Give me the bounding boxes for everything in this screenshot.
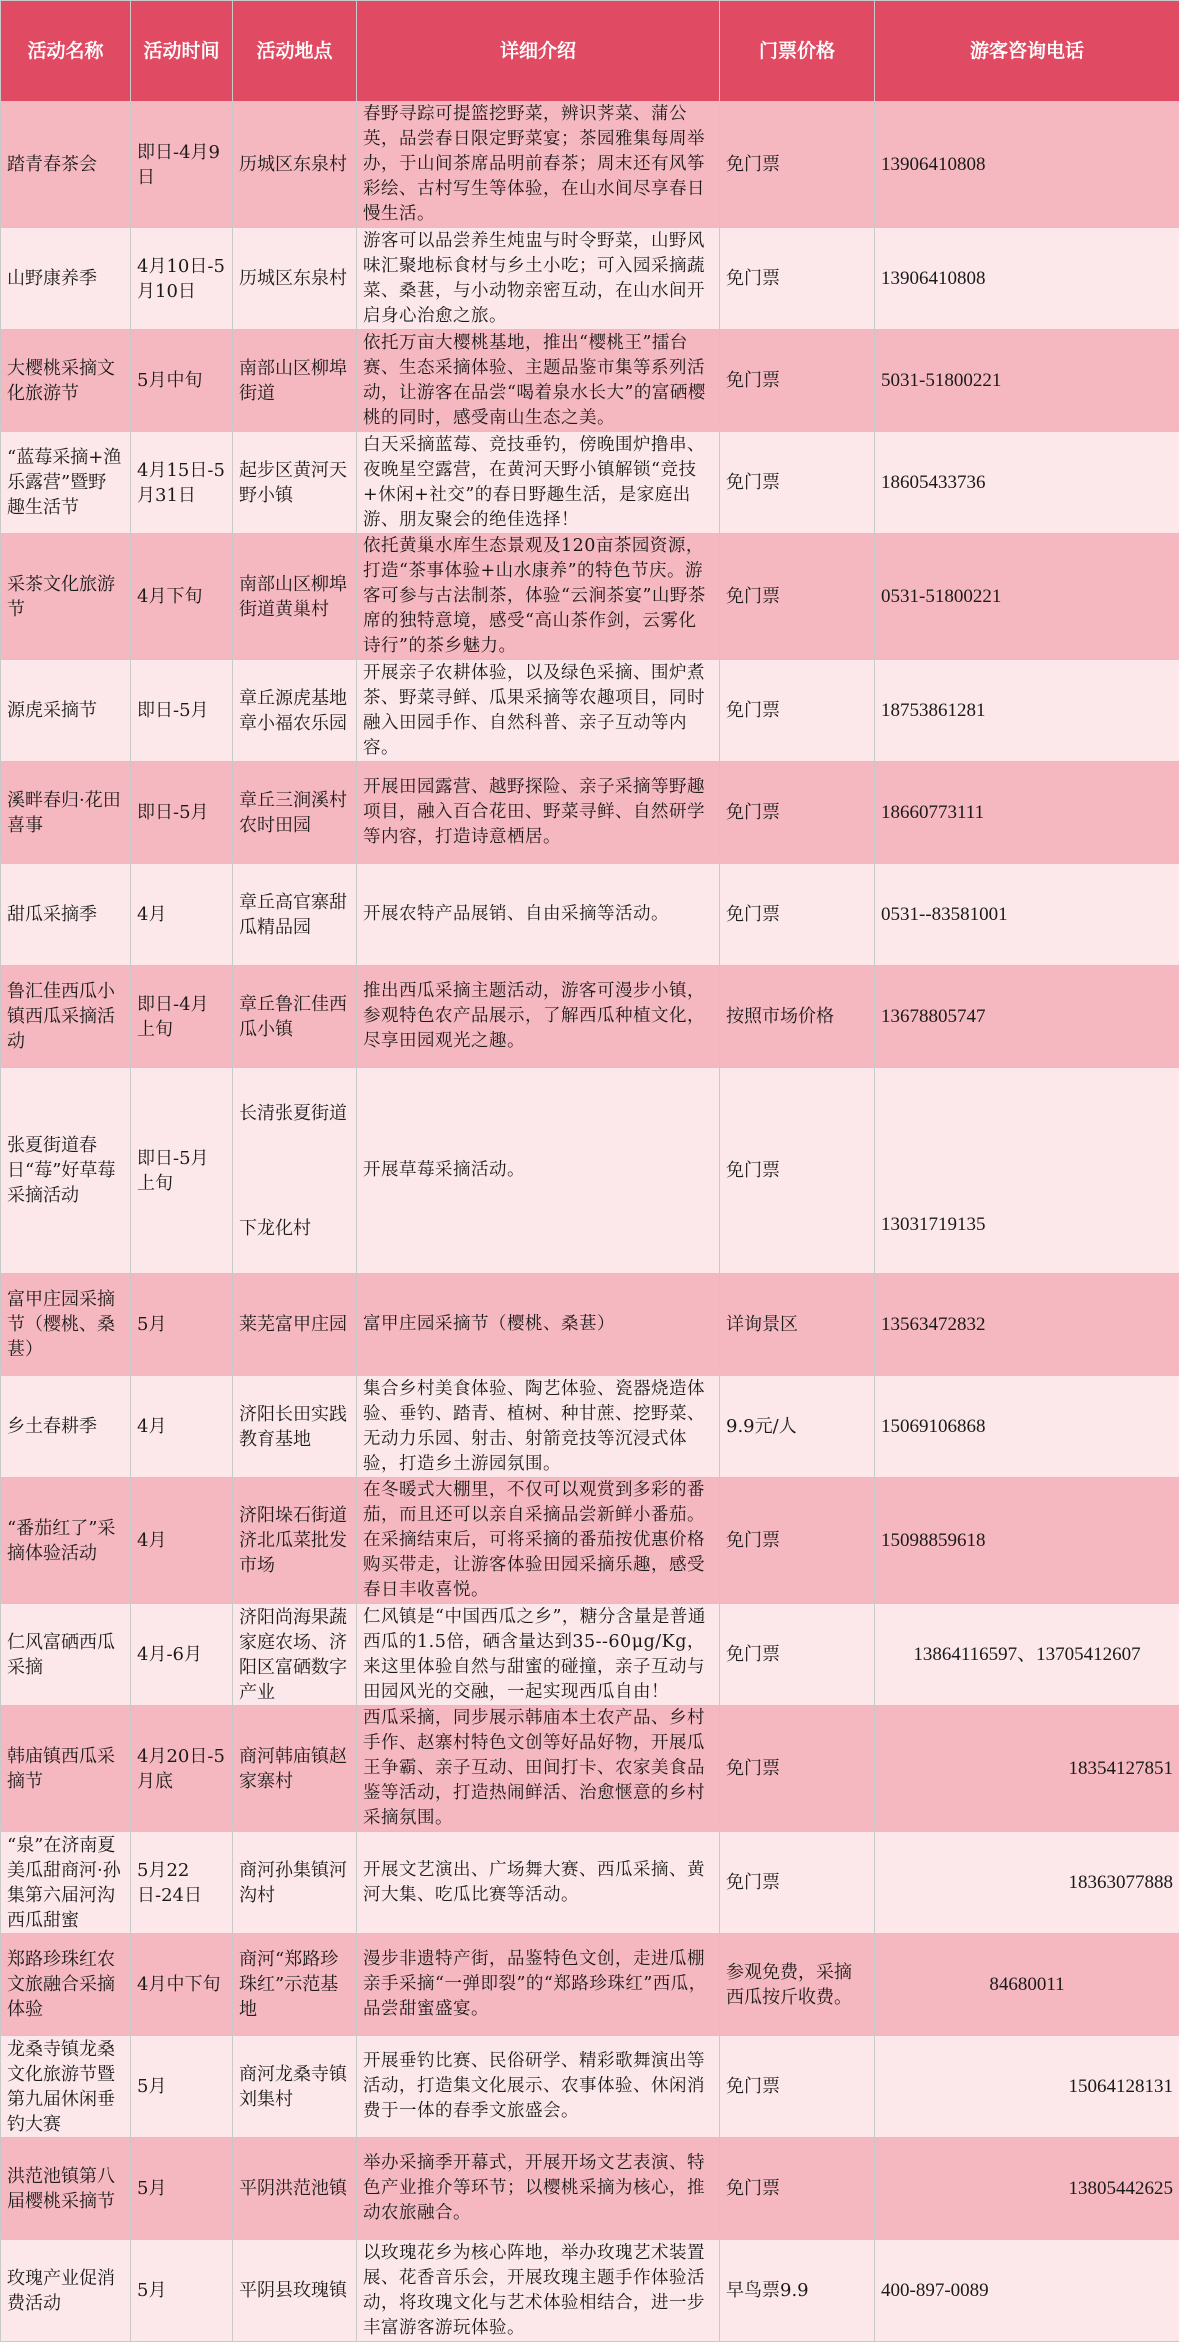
event-place: 商河龙桑寺镇刘集村 xyxy=(233,2036,357,2138)
event-time: 5月22日-24日 xyxy=(131,1832,233,1934)
event-name: 源虎采摘节 xyxy=(1,660,131,762)
event-time: 即日-5月 xyxy=(131,660,233,762)
event-phone: 13906410808 xyxy=(875,228,1179,330)
header-detail: 详细介绍 xyxy=(357,1,720,102)
event-price: 免门票 xyxy=(720,2036,875,2138)
event-detail: 在冬暖式大棚里，不仅可以观赏到多彩的番茄，而且还可以亲自采摘品尝新鲜小番茄。在采摘结束后，可将采摘的番茄按优惠价格购买带走，让游客体验田园采摘乐趣，感受春日丰收喜悦。 xyxy=(357,1478,720,1604)
event-price: 免门票 xyxy=(720,1706,875,1832)
table-row xyxy=(1,330,1179,432)
event-name: 踏青春茶会 xyxy=(1,102,131,228)
event-price: 参观免费，采摘西瓜按斤收费。 xyxy=(720,1934,875,2036)
event-place-main: 长清张夏街道 xyxy=(239,1101,350,1196)
event-name: 张夏街道春日“莓”好草莓采摘活动 xyxy=(1,1068,131,1274)
event-detail: 开展农特产品展销、自由采摘等活动。 xyxy=(357,864,720,966)
event-phone: 84680011 xyxy=(875,1934,1179,2036)
event-phone: 18660773111 xyxy=(875,762,1179,864)
event-time: 4月 xyxy=(131,1376,233,1478)
event-price: 免门票 xyxy=(720,432,875,534)
event-place: 历城区东泉村 xyxy=(233,228,357,330)
event-place-sub: 下龙化村 xyxy=(239,1196,350,1241)
event-name: 乡土春耕季 xyxy=(1,1376,131,1478)
table-row xyxy=(1,1604,1179,1706)
event-detail: 开展田园露营、越野探险、亲子采摘等野趣项目，融入百合花田、野菜寻鲜、自然研学等内容，打造诗意栖居。 xyxy=(357,762,720,864)
event-place: 起步区黄河天野小镇 xyxy=(233,432,357,534)
header-price: 门票价格 xyxy=(720,1,875,102)
event-phone: 15064128131 xyxy=(875,2036,1179,2138)
event-name: 大樱桃采摘文化旅游节 xyxy=(1,330,131,432)
event-name: 玫瑰产业促消费活动 xyxy=(1,2240,131,2342)
table-row xyxy=(1,1832,1179,1934)
event-place: 南部山区柳埠街道黄巢村 xyxy=(233,534,357,660)
event-phone: 15069106868 xyxy=(875,1376,1179,1478)
table-row xyxy=(1,1274,1179,1376)
event-place: 济阳长田实践教育基地 xyxy=(233,1376,357,1478)
table-row xyxy=(1,1376,1179,1478)
header-place: 活动地点 xyxy=(233,1,357,102)
event-price: 免门票 xyxy=(720,534,875,660)
event-price: 免门票 xyxy=(720,762,875,864)
table-row xyxy=(1,2240,1179,2342)
header-time: 活动时间 xyxy=(131,1,233,102)
event-time: 4月20日-5月底 xyxy=(131,1706,233,1832)
event-price: 详询景区 xyxy=(720,1274,875,1376)
event-price: 免门票 xyxy=(720,228,875,330)
event-place: 南部山区柳埠街道 xyxy=(233,330,357,432)
event-detail: 开展垂钓比赛、民俗研学、精彩歌舞演出等活动，打造集文化展示、农事体验、休闲消费于一体的春季文旅盛会。 xyxy=(357,2036,720,2138)
event-price: 免门票 xyxy=(720,660,875,762)
event-name: 鲁汇佳西瓜小镇西瓜采摘活动 xyxy=(1,966,131,1068)
table-row xyxy=(1,1068,1179,1274)
event-place: 平阴县玫瑰镇 xyxy=(233,2240,357,2342)
event-phone: 5031-51800221 xyxy=(875,330,1179,432)
event-detail: 开展亲子农耕体验，以及绿色采摘、围炉煮茶、野菜寻鲜、瓜果采摘等农趣项目，同时融入田园手作、自然科普、亲子互动等内容。 xyxy=(357,660,720,762)
table-row xyxy=(1,102,1179,228)
event-name: 洪范池镇第八届樱桃采摘节 xyxy=(1,2138,131,2240)
event-time: 5月中旬 xyxy=(131,330,233,432)
event-price: 免门票 xyxy=(720,102,875,228)
event-name: 富甲庄园采摘节（樱桃、桑葚） xyxy=(1,1274,131,1376)
event-time: 4月下旬 xyxy=(131,534,233,660)
event-place: 莱芜富甲庄园 xyxy=(233,1274,357,1376)
event-name: 仁风富硒西瓜采摘 xyxy=(1,1604,131,1706)
event-time: 4月 xyxy=(131,1478,233,1604)
event-phone: 13805442625 xyxy=(875,2138,1179,2240)
event-place: 章丘高官寨甜瓜精品园 xyxy=(233,864,357,966)
event-time: 4月中下旬 xyxy=(131,1934,233,2036)
event-place: 商河韩庙镇赵家寨村 xyxy=(233,1706,357,1832)
header-name: 活动名称 xyxy=(1,1,131,102)
event-detail: 春野寻踪可提篮挖野菜，辨识荠菜、蒲公英，品尝春日限定野菜宴；茶园雅集每周举办，于山间茶席品明前春茶；周末还有风筝彩绘、古村写生等体验，在山水间尽享春日慢生活。 xyxy=(357,102,720,228)
event-time: 4月 xyxy=(131,864,233,966)
event-detail: 富甲庄园采摘节（樱桃、桑葚） xyxy=(357,1274,720,1376)
event-detail: 白天采摘蓝莓、竞技垂钓，傍晚围炉撸串、夜晚星空露营，在黄河天野小镇解锁“竞技+休闲+社交”的春日野趣生活，是家庭出游、朋友聚会的绝佳选择！ xyxy=(357,432,720,534)
event-price: 免门票 xyxy=(720,1068,875,1274)
event-phone: 13864116597、13705412607 xyxy=(875,1604,1179,1706)
event-price: 免门票 xyxy=(720,1478,875,1604)
header-row xyxy=(1,1,1179,102)
event-detail: 依托万亩大樱桃基地，推出“樱桃王”擂台赛、生态采摘体验、主题品鉴市集等系列活动，让游客在品尝“喝着泉水长大”的富硒樱桃的同时，感受南山生态之美。 xyxy=(357,330,720,432)
event-price: 早鸟票9.9 xyxy=(720,2240,875,2342)
event-detail: 西瓜采摘，同步展示韩庙本土农产品、乡村手作、赵寨村特色文创等好品好物，开展瓜王争霸、亲子互动、田间打卡、农家美食品鉴等活动，打造热闹鲜活、治愈惬意的乡村采摘氛围。 xyxy=(357,1706,720,1832)
event-name: 采茶文化旅游节 xyxy=(1,534,131,660)
event-phone: 13031719135 xyxy=(875,1068,1179,1274)
event-time: 5月 xyxy=(131,1274,233,1376)
event-time: 5月 xyxy=(131,2240,233,2342)
event-place: 济阳尚海果蔬家庭农场、济阳区富硒数字产业 xyxy=(233,1604,357,1706)
event-phone: 15098859618 xyxy=(875,1478,1179,1604)
table-row xyxy=(1,432,1179,534)
event-price: 免门票 xyxy=(720,1832,875,1934)
table-row xyxy=(1,2138,1179,2240)
table-row xyxy=(1,2036,1179,2138)
event-price: 9.9元/人 xyxy=(720,1376,875,1478)
table-row xyxy=(1,660,1179,762)
event-time: 5月 xyxy=(131,2138,233,2240)
event-price: 免门票 xyxy=(720,1604,875,1706)
event-place: 商河“郑路珍珠红”示范基地 xyxy=(233,1934,357,2036)
event-phone: 0531--83581001 xyxy=(875,864,1179,966)
event-name: “蓝莓采摘+渔乐露营”暨野趣生活节 xyxy=(1,432,131,534)
table-row xyxy=(1,1934,1179,2036)
event-price: 免门票 xyxy=(720,2138,875,2240)
event-phone: 18753861281 xyxy=(875,660,1179,762)
event-place: 济阳垛石街道济北瓜菜批发市场 xyxy=(233,1478,357,1604)
event-place: 商河孙集镇河沟村 xyxy=(233,1832,357,1934)
event-detail: 以玫瑰花乡为核心阵地，举办玫瑰艺术装置展、花香音乐会，开展玫瑰主题手作体验活动，将玫瑰文化与艺术体验相结合，进一步丰富游客游玩体验。 xyxy=(357,2240,720,2342)
event-detail: 游客可以品尝养生炖盅与时令野菜，山野风味汇聚地标食材与乡土小吃；可入园采摘蔬菜、桑葚，与小动物亲密互动，在山水间开启身心治愈之旅。 xyxy=(357,228,720,330)
event-detail: 依托黄巢水库生态景观及120亩茶园资源，打造“茶事体验+山水康养”的特色节庆。游客可参与古法制茶，体验“云涧茶宴”山野茶席的独特意境，感受“高山茶作剑，云雾化诗行”的茶乡魅力。 xyxy=(357,534,720,660)
event-place: 章丘三涧溪村农时田园 xyxy=(233,762,357,864)
event-phone: 18605433736 xyxy=(875,432,1179,534)
event-name: 韩庙镇西瓜采摘节 xyxy=(1,1706,131,1832)
event-name: “泉”在济南夏美瓜甜商河·孙集第六届河沟西瓜甜蜜 xyxy=(1,1832,131,1934)
event-phone: 400-897-0089 xyxy=(875,2240,1179,2342)
event-price: 免门票 xyxy=(720,330,875,432)
table-row xyxy=(1,762,1179,864)
event-place xyxy=(233,1068,357,1274)
event-name: 山野康养季 xyxy=(1,228,131,330)
table-row xyxy=(1,534,1179,660)
event-time: 4月15日-5月31日 xyxy=(131,432,233,534)
event-name: 龙桑寺镇龙桑文化旅游节暨第九届休闲垂钓大赛 xyxy=(1,2036,131,2138)
event-time: 即日-5月上旬 xyxy=(131,1068,233,1274)
event-phone: 13563472832 xyxy=(875,1274,1179,1376)
event-detail: 开展草莓采摘活动。 xyxy=(357,1068,720,1274)
event-time: 4月-6月 xyxy=(131,1604,233,1706)
event-detail: 举办采摘季开幕式，开展开场文艺表演、特色产业推介等环节；以樱桃采摘为核心，推动农旅融合。 xyxy=(357,2138,720,2240)
event-phone: 18354127851 xyxy=(875,1706,1179,1832)
event-detail: 漫步非遗特产街，品鉴特色文创，走进瓜棚亲手采摘“一弹即裂”的“郑路珍珠红”西瓜，品尝甜蜜盛宴。 xyxy=(357,1934,720,2036)
event-place: 章丘鲁汇佳西瓜小镇 xyxy=(233,966,357,1068)
event-phone: 13678805747 xyxy=(875,966,1179,1068)
event-time: 即日-4月上旬 xyxy=(131,966,233,1068)
event-detail: 开展文艺演出、广场舞大赛、西瓜采摘、黄河大集、吃瓜比赛等活动。 xyxy=(357,1832,720,1934)
event-name: “番茄红了”采摘体验活动 xyxy=(1,1478,131,1604)
event-detail: 集合乡村美食体验、陶艺体验、瓷器烧造体验、垂钓、踏青、植树、种甘蔗、挖野菜、无动力乐园、射击、射箭竞技等沉浸式体验，打造乡土游园氛围。 xyxy=(357,1376,720,1478)
event-time: 4月10日-5月10日 xyxy=(131,228,233,330)
table-row xyxy=(1,966,1179,1068)
event-phone: 13906410808 xyxy=(875,102,1179,228)
event-name: 甜瓜采摘季 xyxy=(1,864,131,966)
table-row xyxy=(1,1478,1179,1604)
event-name: 溪畔春归·花田喜事 xyxy=(1,762,131,864)
event-name: 郑路珍珠红农文旅融合采摘体验 xyxy=(1,1934,131,2036)
table-row xyxy=(1,228,1179,330)
event-detail: 推出西瓜采摘主题活动，游客可漫步小镇，参观特色农产品展示，了解西瓜种植文化，尽享田园观光之趣。 xyxy=(357,966,720,1068)
table-row xyxy=(1,1706,1179,1832)
event-time: 即日-5月 xyxy=(131,762,233,864)
event-time: 5月 xyxy=(131,2036,233,2138)
table-row xyxy=(1,864,1179,966)
event-price: 按照市场价格 xyxy=(720,966,875,1068)
event-phone: 0531-51800221 xyxy=(875,534,1179,660)
event-phone: 18363077888 xyxy=(875,1832,1179,1934)
event-price: 免门票 xyxy=(720,864,875,966)
event-detail: 仁风镇是“中国西瓜之乡”，糖分含量是普通西瓜的1.5倍，硒含量达到35--60μg/Kg，来这里体验自然与甜蜜的碰撞，亲子互动与田园风光的交融，一起实现西瓜自由！ xyxy=(357,1604,720,1706)
event-place: 平阴洪范池镇 xyxy=(233,2138,357,2240)
header-phone: 游客咨询电话 xyxy=(875,1,1179,102)
event-place: 历城区东泉村 xyxy=(233,102,357,228)
event-time: 即日-4月9日 xyxy=(131,102,233,228)
event-place: 章丘源虎基地章小福农乐园 xyxy=(233,660,357,762)
